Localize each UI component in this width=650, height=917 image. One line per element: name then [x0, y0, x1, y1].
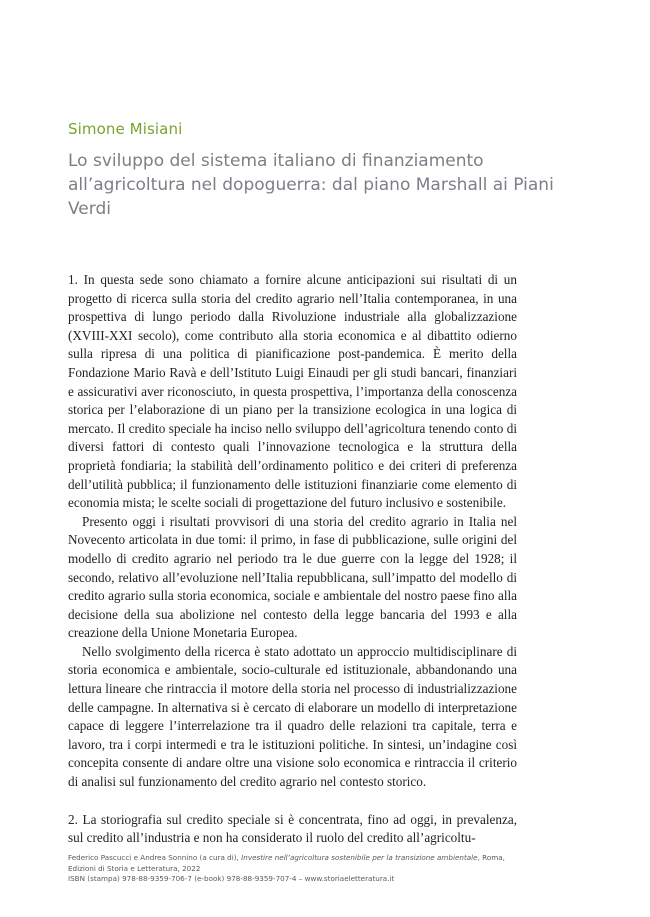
paragraph-4: 2. La storiografia sul credito speciale si è concentrata, fino ad oggi, in prevalenza, sul credito all’industria e non ha considerato il ruolo del credito all’agricoltu- [68, 811, 517, 846]
footer-book-title: Investire nell’agricoltura sostenibile per la transizione ambientale [241, 853, 478, 862]
footer-isbn: ISBN (stampa) 978-88-9359-706-7 (e-book) 978-88-9359-707-4 – www.storiaeletteratura.it [68, 874, 395, 884]
paragraph-2: Presento oggi i risultati provvisori di una storia del credito agrario in Italia nel Novecento articolata in due tomi: il primo, in fase di pubblicazione, sulle origini del modello di credito agrario nel periodo tra le due guerre con la legge del 1928; il secondo, relativo all’evoluzione nell’Italia repubblicana, sull’impatto del modello di credito agrario sulla storia economica, sociale e ambientale del nostro paese fino alla decisione della sua abolizione nel contesto della legge bancaria del 1993 e alla creazione della Unione Monetaria Europea. [68, 513, 517, 641]
footer-editors: Federico Pascucci e Andrea Sonnino (a cura di), [68, 853, 239, 862]
footer-citation [68, 853, 528, 885]
paragraph-3: Nello svolgimento della ricerca è stato adottato un approccio multidisciplinare di storia economica e ambientale, socio-culturale ed istituzionale, abbandonando una lettura lineare che rintraccia il motore della storia nel processo di industrializzazione delle campagne. In alternativa si è cercato di elaborare un modello di interpretazione capace di leggere l’interrelazione tra il quadro delle relazioni tra capitale, terra e lavoro, tra i corpi intermedi e tra le istituzioni politiche. In sintesi, un’indagine così concepita consente di andare oltre una visione solo economica e rintraccia il criterio di analisi sul funzionamento del credito agrario nel contesto storico. [68, 643, 517, 790]
footer-reference [68, 853, 528, 874]
paragraph-1: 1. In questa sede sono chiamato a fornire alcune anticipazioni sui risultati di un progetto di ricerca sulla storia del credito agrario nell’Italia contemporanea, in una prospettiva di lungo periodo dalla Rivoluzione industriale alla globalizzazione (XVIII-XXI secolo), come contributo alla storia economica e al dibattito odierno sulla ripresa di una politica di pianificazione post-pandemica. È merito della Fondazione Mario Ravà e dell’Istituto Luigi Einaudi per gli studi bancari, finanziari e assicurativi aver riconosciuto, in questa prospettiva, l’importanza della conoscenza storica per l’elaborazione di un piano per la transizione ecologica in una logica di mercato. Il credito speciale ha inciso nello sviluppo dell’agricoltura tenendo conto di diversi fattori di contesto quali l’innovazione tecnologica e la struttura della proprietà fondiaria; la stabilità dell’ordinamento politico e dei criteri di preferenza dell’utilità pubblica; il funzionamento delle istituzioni finanziarie come elemento di economia mista; le scelte sociali di progettazione del futuro inclusivo e sostenibile. [68, 272, 517, 511]
author-name: Simone Misiani [68, 120, 183, 138]
footer-publisher: , Roma, Edizioni di Storia e Letteratura, 2022 [68, 853, 505, 873]
body-text [68, 271, 517, 848]
chapter-title: Lo sviluppo del sistema italiano di finanziamento all’agricoltura nel dopoguerra: dal piano Marshall ai Piani Verdi [68, 151, 554, 219]
